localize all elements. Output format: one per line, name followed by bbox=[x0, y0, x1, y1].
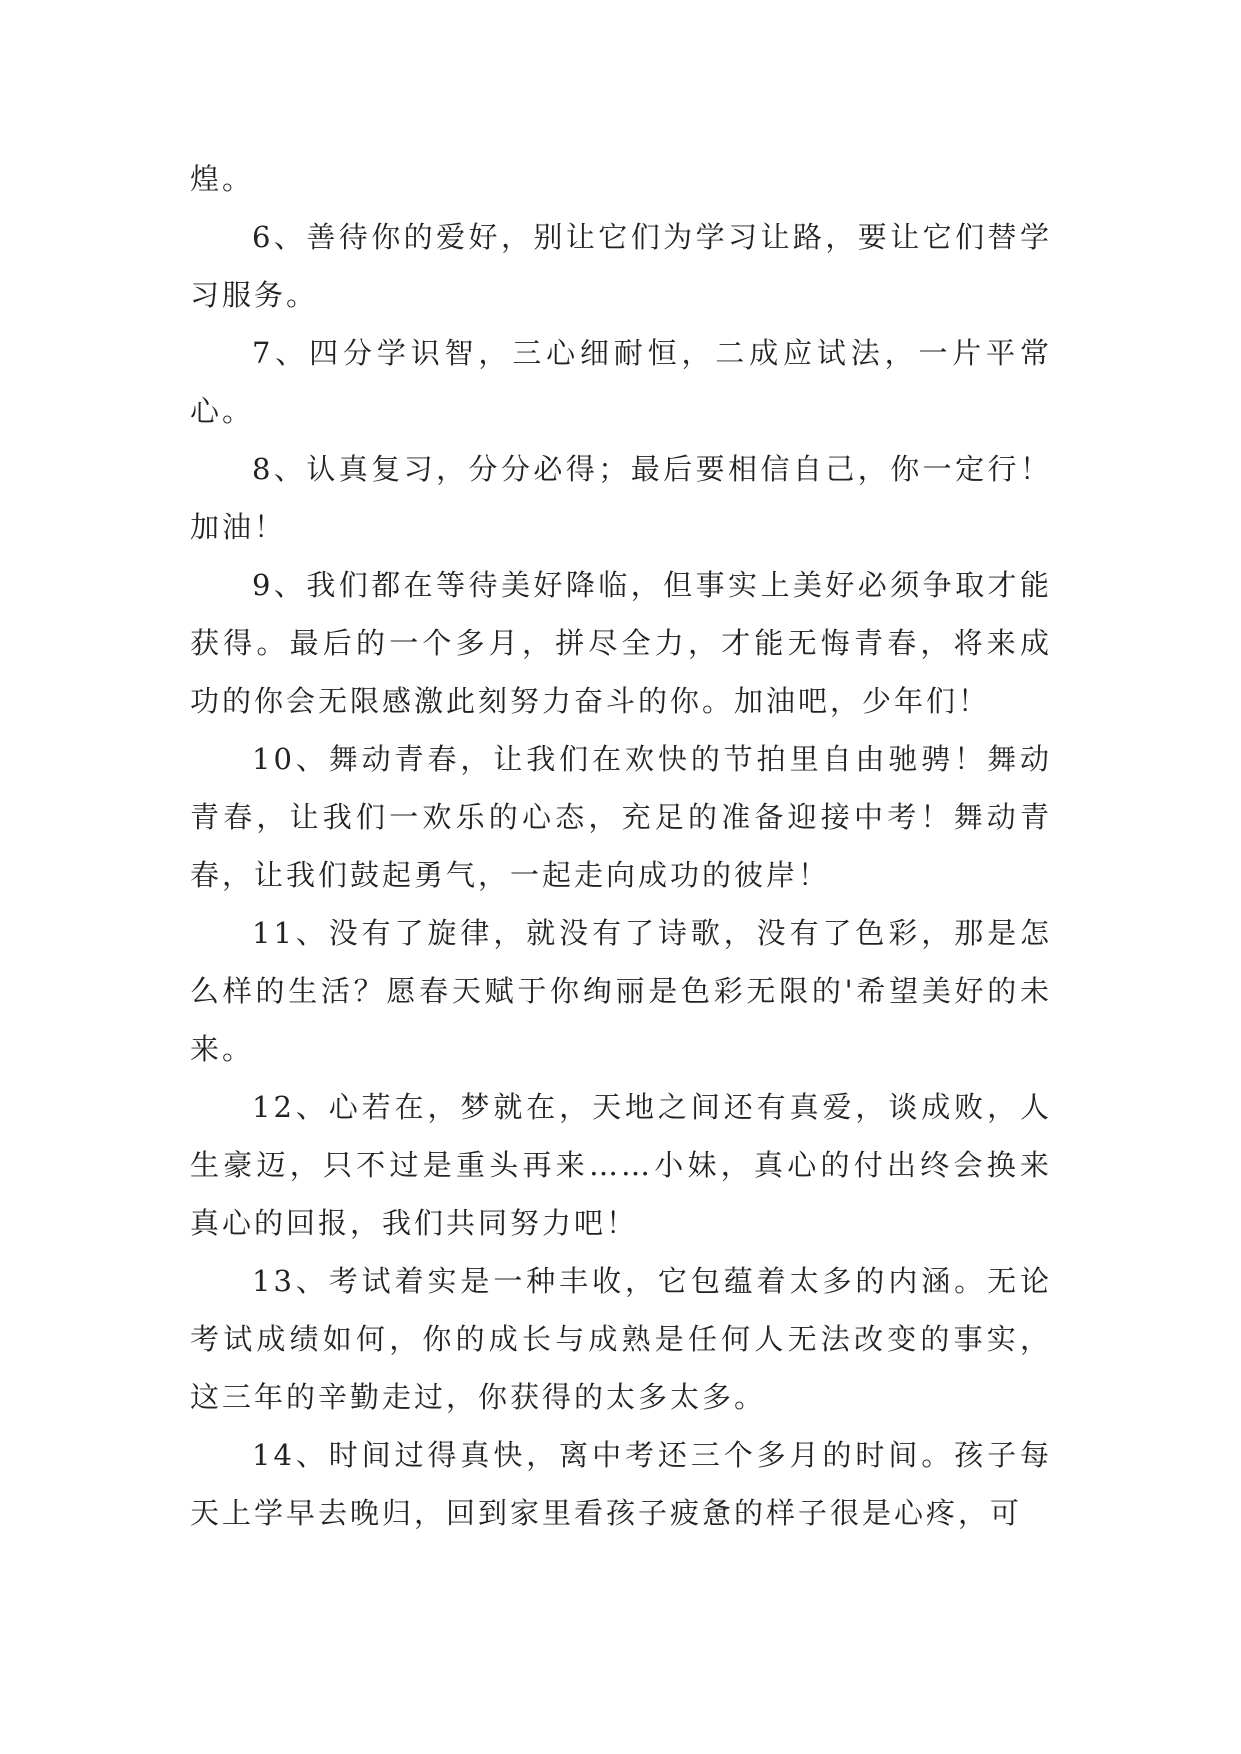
paragraph-4: 9、我们都在等待美好降临，但事实上美好必须争取才能获得。最后的一个多月，拼尽全力，才能无悔青春，将来成功的你会无限感激此刻努力奋斗的你。加油吧，少年们！ bbox=[190, 568, 1052, 718]
paragraph-0: 煌。 bbox=[190, 162, 255, 196]
paragraph-6: 11、没有了旋律，就没有了诗歌，没有了色彩，那是怎么样的生活？愿春天赋于你绚丽是色彩无限的'希望美好的未来。 bbox=[190, 916, 1052, 1066]
document-page bbox=[190, 150, 1052, 1542]
paragraph-3: 8、认真复习，分分必得；最后要相信自己，你一定行！加油！ bbox=[190, 452, 1052, 544]
paragraph-7: 12、心若在，梦就在，天地之间还有真爱，谈成败，人生豪迈，只不过是重头再来……小妹，真心的付出终会换来真心的回报，我们共同努力吧！ bbox=[190, 1090, 1052, 1240]
paragraph-9: 14、时间过得真快，离中考还三个多月的时间。孩子每天上学早去晚归，回到家里看孩子疲惫的样子很是心疼，可 bbox=[190, 1438, 1052, 1530]
paragraph-5: 10、舞动青春，让我们在欢快的节拍里自由驰骋！舞动青春，让我们一欢乐的心态，充足的准备迎接中考！舞动青春，让我们鼓起勇气，一起走向成功的彼岸！ bbox=[190, 742, 1052, 892]
paragraph-1: 6、善待你的爱好，别让它们为学习让路，要让它们替学习服务。 bbox=[190, 220, 1052, 312]
paragraph-8: 13、考试着实是一种丰收，它包蕴着太多的内涵。无论考试成绩如何，你的成长与成熟是任何人无法改变的事实，这三年的辛勤走过，你获得的太多太多。 bbox=[190, 1264, 1052, 1414]
paragraph-2: 7、四分学识智，三心细耐恒，二成应试法，一片平常心。 bbox=[190, 336, 1052, 428]
